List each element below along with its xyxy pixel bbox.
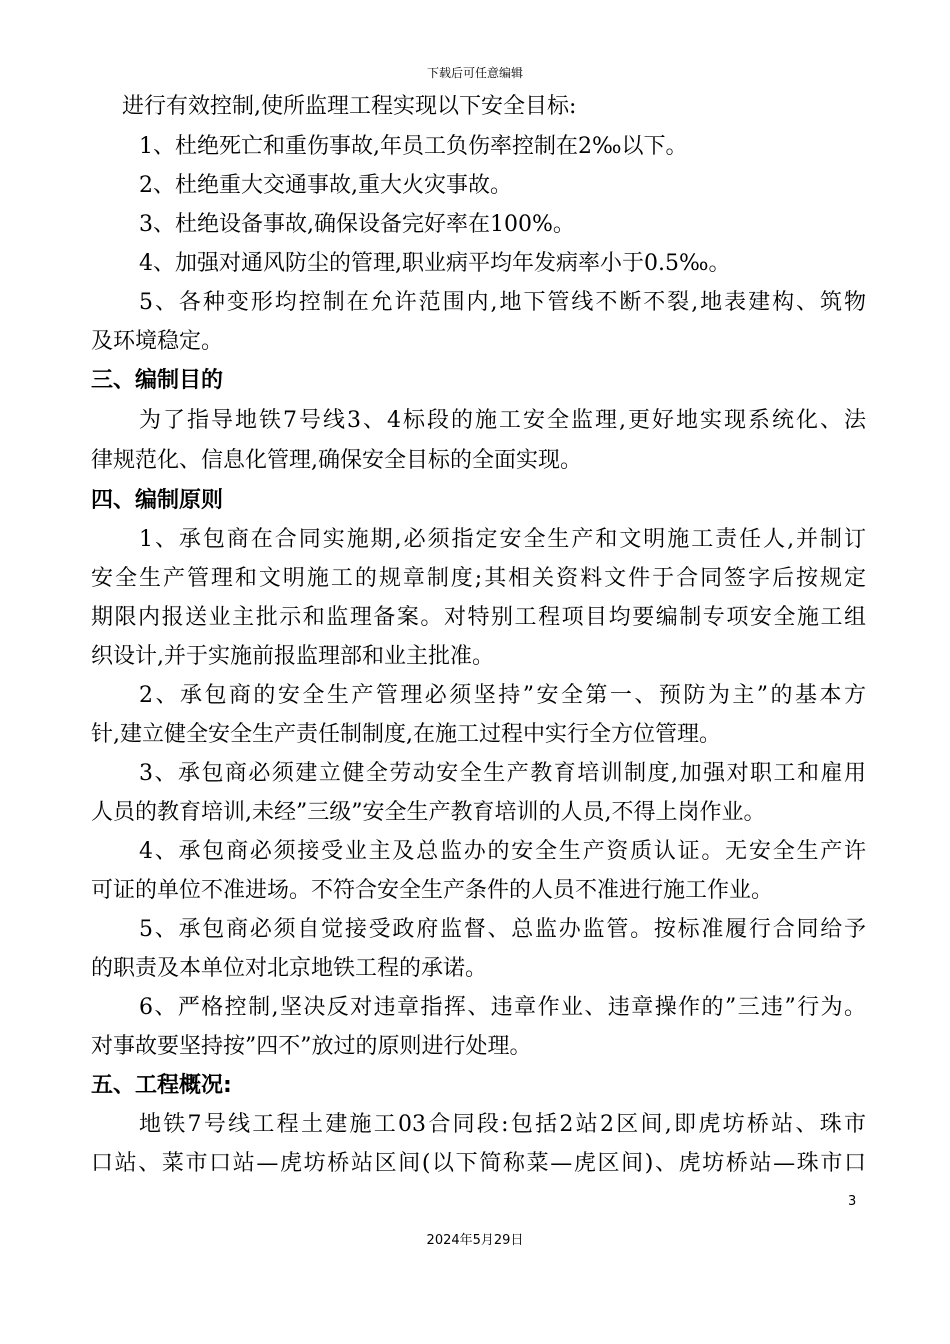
paragraph-line: 为了指导地铁7号线3、4标段的施工安全监理,更好地实现系统化、法 <box>139 408 866 433</box>
section-heading: 三、编制目的 <box>91 368 224 393</box>
footer-date: 2024年5月29日 <box>426 1233 524 1248</box>
paragraph-line: 地铁7号线工程土建施工03合同段:包括2站2区间,即虎坊桥站、珠市 <box>139 1112 866 1137</box>
paragraph-line: 对事故要坚持按”四不”放过的原则进行处理。 <box>91 1034 532 1059</box>
paragraph-line: 期限内报送业主批示和监理备案。对特别工程项目均要编制专项安全施工组 <box>91 605 866 630</box>
paragraph-line: 3、承包商必须建立健全劳动安全生产教育培训制度,加强对职工和雇用 <box>139 761 866 786</box>
paragraph-line: 口站、菜市口站—虎坊桥站区间(以下简称菜—虎区间)、虎坊桥站—珠市口 <box>91 1151 866 1176</box>
paragraph-line: 5、承包商必须自觉接受政府监督、总监办监管。按标准履行合同给予 <box>139 917 866 942</box>
paragraph-line: 人员的教育培训,未经”三级”安全生产教育培训的人员,不得上岗作业。 <box>91 800 766 825</box>
paragraph-line: 织设计,并于实施前报监理部和业主批准。 <box>91 644 494 669</box>
section-heading: 五、工程概况: <box>91 1073 232 1098</box>
paragraph-line: 进行有效控制,使所监理工程实现以下安全目标: <box>122 94 577 119</box>
paragraph-line: 的职责及本单位对北京地铁工程的承诺。 <box>91 956 488 981</box>
paragraph-line: 1、杜绝死亡和重伤事故,年员工负伤率控制在2‰以下。 <box>139 134 688 159</box>
paragraph-line: 针,建立健全安全生产责任制制度,在施工过程中实行全方位管理。 <box>91 722 721 747</box>
paragraph-line: 4、加强对通风防尘的管理,职业病平均年发病率小于0.5‰。 <box>139 251 731 276</box>
paragraph-line: 5、各种变形均控制在允许范围内,地下管线不断不裂,地表建构、筑物 <box>139 290 866 315</box>
paragraph-line: 4、承包商必须接受业主及总监办的安全生产资质认证。无安全生产许 <box>139 839 866 864</box>
paragraph-line: 2、承包商的安全生产管理必须坚持”安全第一、预防为主”的基本方 <box>139 683 866 708</box>
page-header: 下载后可任意编辑 <box>426 66 523 80</box>
page-number: 3 <box>848 1194 857 1209</box>
paragraph-line: 2、杜绝重大交通事故,重大火灾事故。 <box>139 173 512 198</box>
paragraph-line: 安全生产管理和文明施工的规章制度;其相关资料文件于合同签字后按规定 <box>91 566 866 591</box>
paragraph-line: 6、严格控制,坚决反对违章指挥、违章作业、违章操作的”三违”行为。 <box>139 995 866 1020</box>
paragraph-line: 律规范化、信息化管理,确保安全目标的全面实现。 <box>91 448 582 473</box>
section-heading: 四、编制原则 <box>91 488 224 513</box>
paragraph-line: 及环境稳定。 <box>91 329 224 354</box>
paragraph-line: 可证的单位不准进场。不符合安全生产条件的人员不准进行施工作业。 <box>91 878 774 903</box>
paragraph-line: 1、承包商在合同实施期,必须指定安全生产和文明施工责任人,并制订 <box>139 527 866 552</box>
paragraph-line: 3、杜绝设备事故,确保设备完好率在100%。 <box>139 212 575 237</box>
